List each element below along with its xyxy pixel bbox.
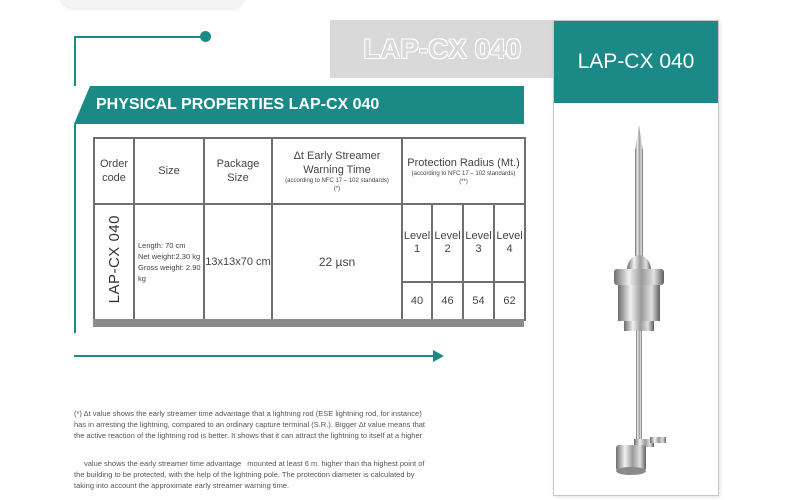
ghost-product-title: LAP-CX 040 — [330, 20, 555, 78]
size-length: Length: 70 cm — [138, 241, 186, 250]
level-4-value: 62 — [494, 282, 525, 320]
size-gross-weight: Gross weight: 2.90 kg — [138, 263, 201, 283]
size-net-weight: Net weight:2.30 kg — [138, 252, 201, 261]
footnote-2-line-1 — [74, 458, 469, 469]
header-size: Size — [134, 138, 204, 204]
level-1-value: 40 — [402, 282, 432, 320]
level-3-value: 54 — [463, 282, 494, 320]
connector-line-vertical — [74, 36, 76, 90]
cell-size — [134, 204, 204, 320]
level-2-header: Level 2 — [432, 204, 463, 282]
table-bottom-bar — [93, 319, 524, 327]
connector-line-horizontal — [74, 36, 206, 38]
header-package-size: Package Size — [204, 138, 272, 204]
properties-table-wrap — [93, 137, 524, 319]
warning-time-note: (according to NFC 17 – 102 standards) — [285, 178, 389, 184]
arrow-line — [74, 355, 436, 357]
footnote-1 — [74, 408, 469, 441]
header-protection-radius — [402, 138, 525, 204]
header-warning-time — [272, 138, 402, 204]
header-order-code: Order code — [94, 138, 134, 204]
corner-decoration — [60, 0, 245, 8]
cell-order-code — [94, 204, 134, 320]
level-2-value: 46 — [432, 282, 463, 320]
order-code-vertical: LAP-CX 040 — [105, 215, 123, 304]
product-panel — [553, 20, 719, 496]
level-1-header: Level 1 — [402, 204, 432, 282]
footnote-2-line-1a: value shows the early streamer time advantage — [84, 459, 242, 468]
properties-table — [93, 137, 526, 321]
footnote-1-line-2: has in arresting the lightning, compared to an ordinary capture terminal (S.R.). Bigger Δt value means that — [74, 420, 426, 429]
warning-time-ref: (*) — [333, 186, 341, 192]
protection-label: Protection Radius (Mt.) — [407, 157, 520, 169]
header-notch — [74, 86, 90, 124]
footnote-1-line-1: (*) Δt value shows the early streamer time advantage that a lightning rod (ESE lightning rod, for instance) — [74, 409, 422, 418]
footnote-2 — [74, 458, 469, 491]
level-4-header: Level 4 — [494, 204, 525, 282]
cell-package-size: 13x13x70 cm — [204, 204, 272, 320]
section-header — [74, 86, 524, 124]
footnote-2-line-1b: mounted at least 6 m. higher than tha highest point of — [247, 459, 425, 468]
cell-warning-time: 22 µsn — [272, 204, 402, 320]
warning-time-label: Δt Early Streamer Warning Time — [293, 150, 381, 176]
footnote-2-line-2: the building to be protected, with the help of the lightning pole. The protection diameter is calculated by — [74, 470, 415, 479]
footnote-2-line-3: taking into account the approximate early streamer warning time. — [74, 481, 290, 490]
protection-ref: (**) — [459, 179, 468, 185]
footnote-1-line-3: the active reaction of the lightning rod is better. It shows that it can attract the lightning to itself at a higher — [74, 431, 423, 440]
lightning-rod-icon — [594, 119, 684, 487]
section-title: PHYSICAL PROPERTIES LAP-CX 040 — [96, 96, 380, 113]
arrow-head-icon — [433, 350, 444, 362]
protection-note: (according to NFC 17 – 102 standards) — [411, 171, 516, 177]
product-title: LAP-CX 040 — [554, 21, 718, 103]
connector-dot — [200, 31, 211, 42]
level-3-header: Level 3 — [463, 204, 494, 282]
